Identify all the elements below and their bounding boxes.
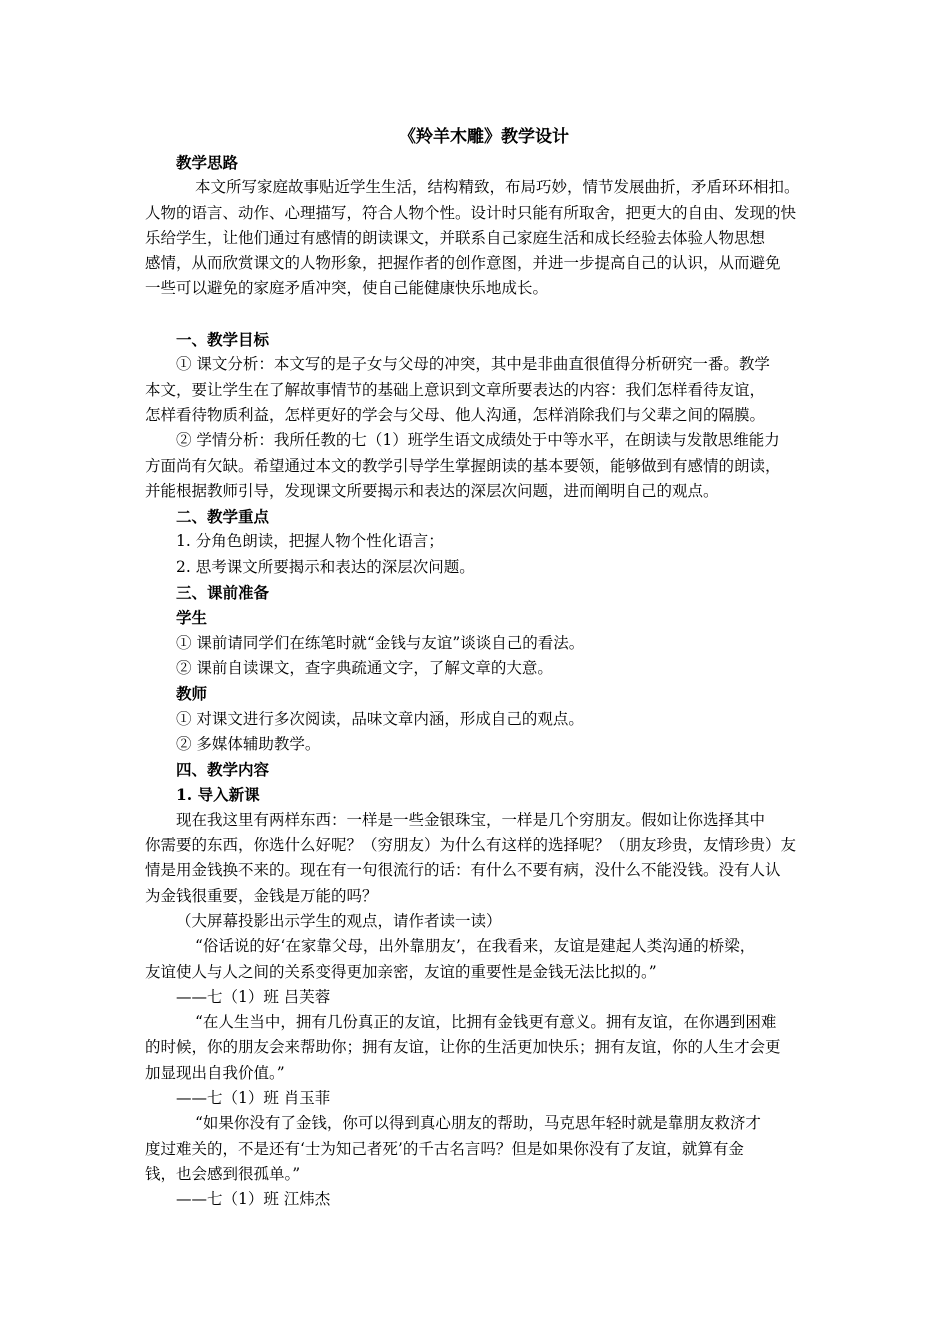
paragraph-line: 友谊使人与人之间的关系变得更加亲密，友谊的重要性是金钱无法比拟的。” xyxy=(145,962,657,981)
paragraph-line: “俗话说的好‘在家靠父母，出外靠朋友’，在我看来，友谊是建起人类沟通的桥梁， xyxy=(195,937,756,956)
section-heading: 二、教学重点 xyxy=(176,507,270,527)
section-heading: 教学思路 xyxy=(176,153,239,172)
paragraph-line: 钱，也会感到很孤单。” xyxy=(145,1164,301,1183)
paragraph-line: 感情，从而欣赏课文的人物形象，把握作者的创作意图，并进一步提高自己的认识，从而避免 xyxy=(145,254,781,273)
paragraph-line: 2. 思考课文所要揭示和表达的深层次问题。 xyxy=(176,557,475,576)
paragraph-line: 1. 分角色朗读，把握人物个性化语言； xyxy=(176,532,444,551)
paragraph-line: ② 学情分析：我所任教的七（1）班学生语文成绩处于中等水平，在朗读与发散思维能力 xyxy=(176,431,780,450)
paragraph-line: 你需要的东西，你选什么好呢？（穷朋友）为什么有这样的选择呢？（朋友珍贵，友情珍贵）友 xyxy=(145,836,797,855)
paragraph-line: 本文，要让学生在了解故事情节的基础上意识到文章所要表达的内容：我们怎样看待友谊， xyxy=(145,380,766,399)
paragraph-line: “在人生当中，拥有几份真正的友谊，比拥有金钱更有意义。拥有友谊，在你遇到困难 xyxy=(195,1013,777,1032)
paragraph-line: ① 课前请同学们在练笔时就“金钱与友谊”谈谈自己的看法。 xyxy=(176,633,585,652)
paragraph-line: 加显现出自我价值。” xyxy=(145,1063,285,1082)
paragraph-line: 为金钱很重要，金钱是万能的吗？ xyxy=(145,886,378,905)
document-body xyxy=(145,150,823,1212)
section-heading: 三、课前准备 xyxy=(176,583,270,603)
paragraph-line: ——七（1）班 吕芙蓉 xyxy=(176,987,331,1006)
paragraph-line: 人物的语言、动作、心理描写，符合人物个性。设计时只能有所取舍，把更大的自由、发现的快 xyxy=(145,203,797,222)
paragraph-line: 怎样看待物质利益，怎样更好的学会与父母、他人沟通，怎样消除我们与父辈之间的隔膜。 xyxy=(145,405,766,424)
paragraph-line: ① 课文分析：本文写的是子女与父母的冲突，其中是非曲直很值得分析研究一番。教学 xyxy=(176,355,770,374)
section-heading: 一、教学目标 xyxy=(176,330,270,350)
paragraph-line: 情是用金钱换不来的。现在有一句很流行的话：有什么不要有病，没什么不能没钱。没有人认 xyxy=(145,861,781,880)
paragraph-line: 本文所写家庭故事贴近学生生活，结构精致，布局巧妙，情节发展曲折，矛盾环环相扣。 xyxy=(195,178,800,197)
paragraph-line: ② 课前自读课文，查字典疏通文字，了解文章的大意。 xyxy=(176,658,553,677)
paragraph-line: 方面尚有欠缺。希望通过本文的教学引导学生掌握朗读的基本要领，能够做到有感情的朗读， xyxy=(145,456,781,475)
paragraph-line: 的时候，你的朋友会来帮助你；拥有友谊，让你的生活更加快乐；拥有友谊，你的人生才会更 xyxy=(145,1038,781,1057)
paragraph-line: 乐给学生，让他们通过有感情的朗读课文，并联系自己家庭生活和成长经验去体验人物思想 xyxy=(145,228,766,247)
paragraph-line: “如果你没有了金钱，你可以得到真心朋友的帮助，马克思年轻时就是靠朋友救济才 xyxy=(195,1114,761,1133)
section-heading: 学生 xyxy=(176,608,208,628)
paragraph-line: （大屏幕投影出示学生的观点，请作者读一读） xyxy=(176,911,502,930)
document-title: 《羚羊木雕》教学设计 xyxy=(399,127,569,147)
paragraph-line: ② 多媒体辅助教学。 xyxy=(176,734,321,753)
document-page xyxy=(145,124,823,1212)
paragraph-line: 并能根据教师引导，发现课文所要揭示和表达的深层次问题，进而阐明自己的观点。 xyxy=(145,481,719,500)
paragraph-line: 一些可以避免的家庭矛盾冲突，使自己能健康快乐地成长。 xyxy=(145,279,549,298)
blank-line xyxy=(145,302,823,327)
section-heading: 四、教学内容 xyxy=(176,760,270,780)
paragraph-line: ——七（1）班 肖玉菲 xyxy=(176,1088,331,1107)
paragraph-line: ① 对课文进行多次阅读，品味文章内涵，形成自己的观点。 xyxy=(176,709,584,728)
paragraph-line: 度过难关的，不是还有‘士为知己者死’的千古名言吗？但是如果你没有了友谊，就算有金 xyxy=(145,1139,744,1158)
section-heading: 教师 xyxy=(176,684,208,704)
section-heading: 1. 导入新课 xyxy=(176,785,260,805)
paragraph-line: ——七（1）班 江炜杰 xyxy=(176,1190,331,1209)
paragraph-line: 现在我这里有两样东西：一样是一些金银珠宝，一样是几个穷朋友。假如让你选择其中 xyxy=(176,810,766,829)
